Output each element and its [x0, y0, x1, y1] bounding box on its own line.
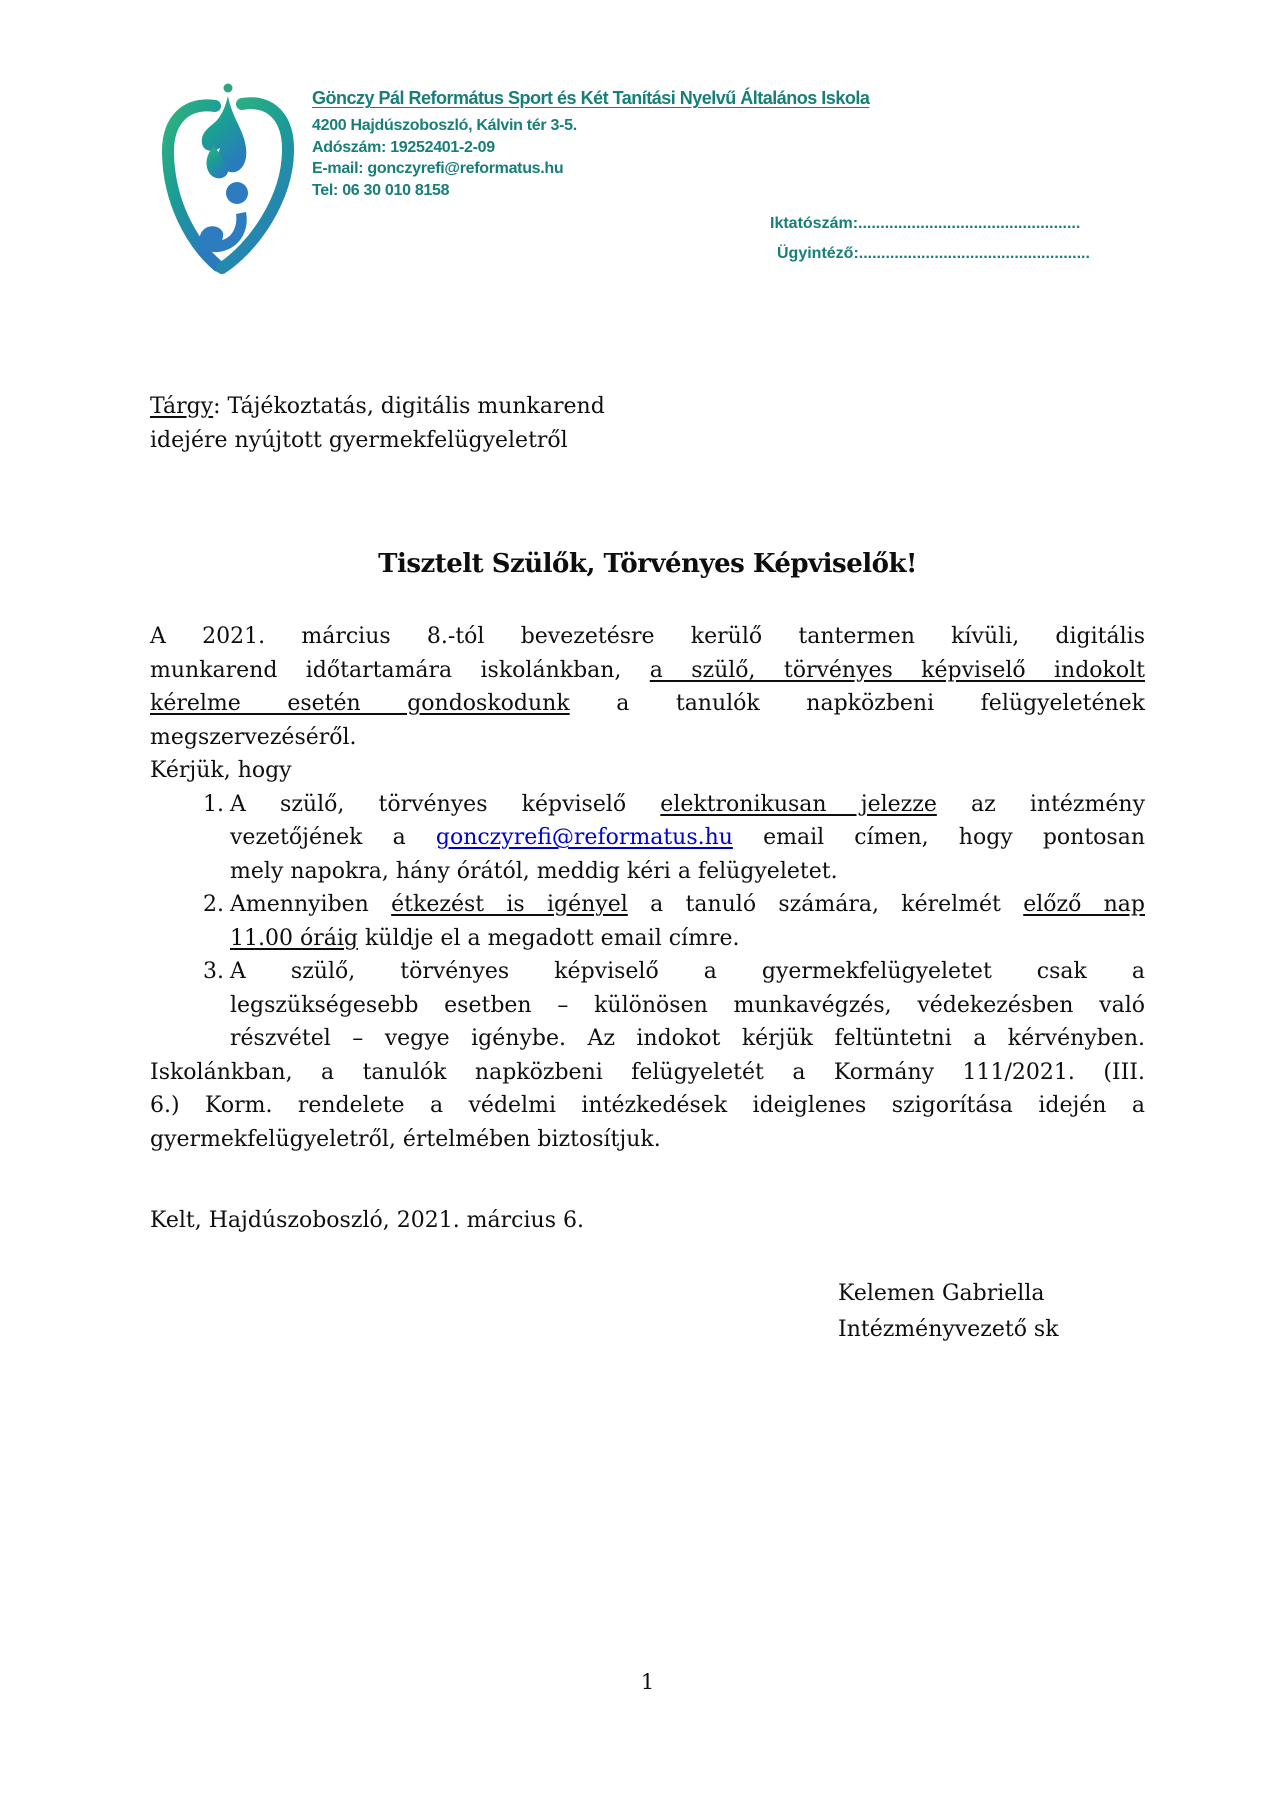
signature-block — [838, 1276, 1059, 1347]
school-logo — [158, 62, 298, 274]
kerjuk-line: Kérjük, hogy — [150, 758, 292, 783]
letter-body — [150, 620, 1145, 1156]
letterhead — [312, 88, 1012, 201]
list-item-2-text: Amennyiben — [230, 892, 392, 917]
iktatoszam-field: Iktatószám:.................................................. — [770, 215, 1081, 232]
list-item-1-text2: az intézmény — [936, 791, 1145, 817]
para1-line3 — [150, 687, 1145, 721]
list-item-3-line3: részvétel – vegye igénybe. Az indokot kérjük feltüntetni a kérvényben. — [230, 1026, 1145, 1051]
subject-label: Tárgy — [150, 394, 214, 419]
school-phone: Tel: 06 30 010 8158 — [312, 181, 450, 199]
list-item-3-line1 — [150, 955, 1145, 989]
school-address: 4200 Hajdúszoboszló, Kálvin tér 3-5. — [312, 117, 577, 134]
list-item-2-line2 — [150, 922, 1145, 956]
list-item-2-underline: étkezést is igényel — [391, 892, 628, 917]
list-item-2-underline2: előző nap — [1023, 892, 1145, 917]
para1-line2-underline: a szülő, törvényes képviselő indokolt — [649, 657, 1145, 683]
list-item-3-text: A szülő, törvényes képviselő a gyermekfelügyeletet csak a — [230, 959, 1145, 984]
subject-line1 — [150, 390, 850, 424]
date-line: Kelt, Hajdúszoboszló, 2021. március 6. — [150, 1208, 584, 1233]
school-crest-icon — [158, 62, 298, 274]
subject-line1-rest: : Tájékoztatás, digitális munkarend — [213, 394, 605, 419]
list-item-3-line2: legszükségesebb esetben – különösen munkavégzés, védekezésben való — [230, 992, 1145, 1018]
list-item-1-line2 — [150, 821, 1145, 855]
list-item-1-line1 — [150, 788, 1145, 822]
list-item-1-line3: mely napokra, hány órától, meddig kéri a felügyeletet. — [230, 858, 838, 884]
list-item-2-text2: a tanuló számára, kérelmét — [627, 892, 1024, 917]
para1-line2 — [150, 654, 1145, 688]
school-tax-number: Adószám: 19252401-2-09 — [312, 138, 495, 156]
list-item-2-marker: 2. — [203, 892, 224, 917]
school-email: E-mail: gonczyrefi@reformatus.hu — [312, 160, 564, 177]
closing-line3: gyermekfelügyeletről, értelmében biztosítjuk. — [150, 1126, 661, 1152]
list-item-2-line1 — [150, 888, 1145, 922]
closing-line1: Iskolánkban, a tanulók napközbeni felügyeletét a Kormány 111/2021. (III. — [150, 1059, 1145, 1085]
list-item-1-underline: elektronikusan jelezze — [660, 791, 937, 817]
list-item-1-text: A szülő, törvényes képviselő — [230, 791, 661, 817]
closing-line2: 6.) Korm. rendelete a védelmi intézkedések ideiglenes szigorítása idején a — [150, 1093, 1145, 1118]
subject-block — [150, 390, 850, 458]
signature-name: Kelemen Gabriella — [838, 1281, 1045, 1306]
para1-line1: A 2021. március 8.-tól bevezetésre kerülő tantermen kívüli, digitális — [150, 624, 1145, 649]
salutation: Tisztelt Szülők, Törvényes Képviselők! — [378, 549, 917, 579]
list-item-2-line2-underline: 11.00 óráig — [230, 925, 358, 951]
email-link[interactable]: gonczyrefi@reformatus.hu — [435, 825, 733, 850]
list-item-1-line2-text2: email címen, hogy pontosan — [732, 825, 1145, 850]
para1-line4: megszervezéséről. — [150, 724, 357, 750]
signature-title: Intézményvezető sk — [838, 1316, 1059, 1342]
list-item-1-marker: 1. — [203, 791, 224, 817]
ugyintezo-field: Ügyintéző:.................................................... — [777, 245, 1090, 262]
list-item-2-line2-text: küldje el a megadott email címre. — [357, 925, 740, 951]
school-name: Gönczy Pál Református Sport és Két Tanítási Nyelvű Általános Iskola — [312, 88, 870, 108]
page-number: 1 — [640, 1670, 655, 1694]
list-item-3-marker: 3. — [203, 959, 224, 984]
subject-line2: idejére nyújtott gyermekfelügyeletről — [150, 428, 568, 453]
list-item-1-line2-text: vezetőjének a — [230, 825, 436, 850]
para1-line3-underline: kérelme esetén gondoskodunk — [150, 691, 570, 716]
para1-line2-plain: munkarend időtartamára iskolánkban, — [150, 657, 650, 683]
para1-line3-plain: a tanulók napközbeni felügyeletének — [569, 691, 1145, 716]
